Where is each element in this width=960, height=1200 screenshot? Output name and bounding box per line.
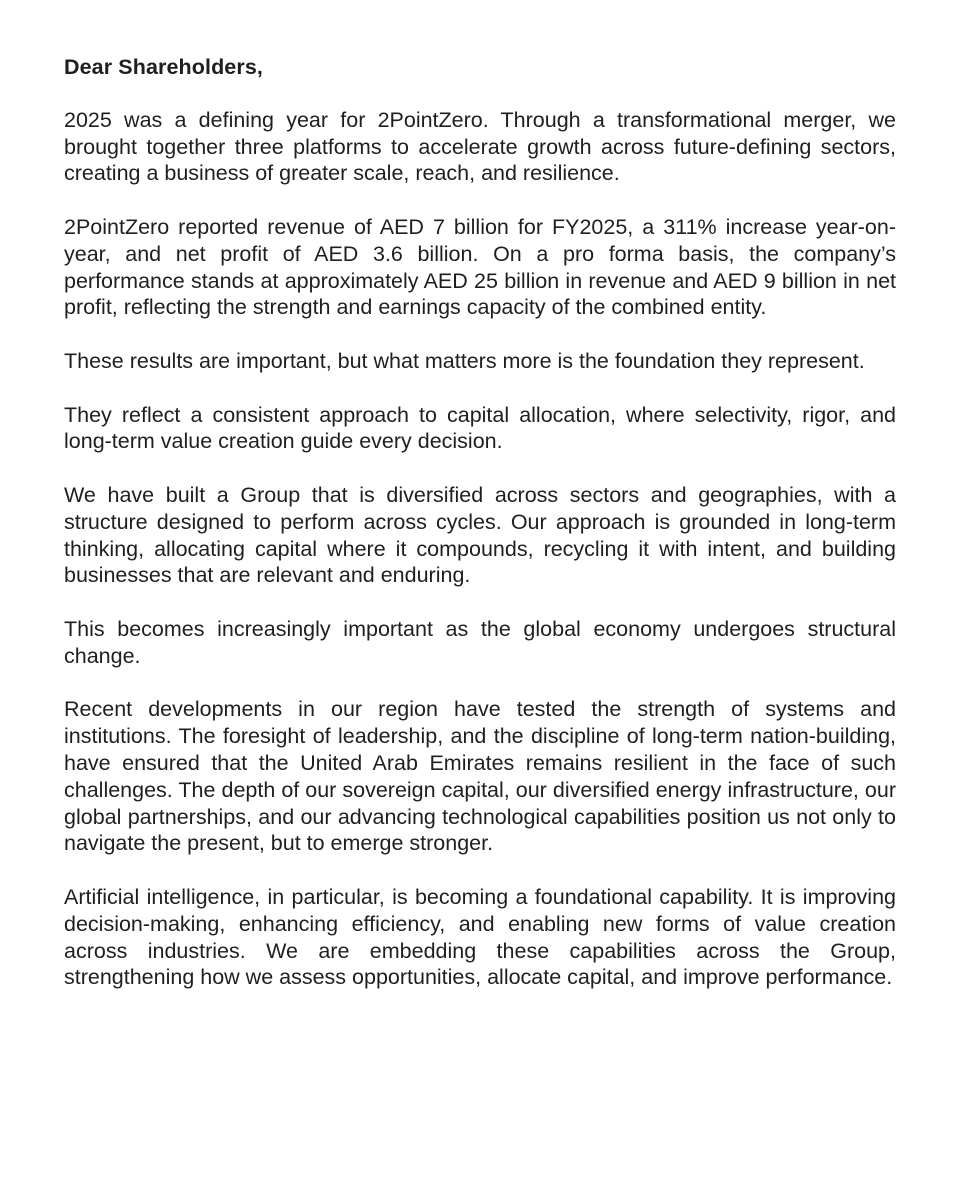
paragraph-capital-allocation: They reflect a consistent approach to capital allocation, where selectivity, rigor, and long-term value creation guide every decision. [64, 402, 896, 454]
paragraph-financial-results: 2PointZero reported revenue of AED 7 billion for FY2025, a 311% increase year-on-year, and net profit of AED 3.6 billion. On a pro forma basis, the company’s performance stands at approximately AED 25 billion in revenue and AED 9 billion in net profit, reflecting the strength and earnings capacity of the combined entity. [64, 214, 896, 320]
paragraph-diversified-group: We have built a Group that is diversified across sectors and geographies, with a structure designed to perform across cycles. Our approach is grounded in long-term thinking, allocating capital where it compounds, recycling it with intent, and building businesses that are relevant and enduring. [64, 482, 896, 588]
paragraph-structural-change: This becomes increasingly important as the global economy undergoes structural change. [64, 616, 896, 668]
paragraph-regional-resilience: Recent developments in our region have tested the strength of systems and institutions. The foresight of leadership, and the discipline of long-term nation-building, have ensured that the United Arab Emirates remains resilient in the face of such challenges. The depth of our sovereign capital, our diversified energy infrastructure, our global partnerships, and our advancing technological capabilities position us not only to navigate the present, but to emerge stronger. [64, 697, 896, 856]
letter-salutation: Dear Shareholders, [64, 55, 263, 79]
paragraph-artificial-intelligence: Artificial intelligence, in particular, is becoming a foundational capability. It is improving decision-making, enhancing efficiency, and enabling new forms of value creation across industries. We are embedding these capabilities across the Group, strengthening how we assess opportunities, allocate capital, and improve performance. [64, 884, 896, 990]
paragraph-merger: 2025 was a defining year for 2PointZero. Through a transformational merger, we brought together three platforms to accelerate growth across future-defining sectors, creating a business of greater scale, reach, and resilience. [64, 107, 896, 186]
paragraph-foundation: These results are important, but what matters more is the foundation they represent. [64, 348, 865, 373]
shareholder-letter [64, 54, 896, 1018]
